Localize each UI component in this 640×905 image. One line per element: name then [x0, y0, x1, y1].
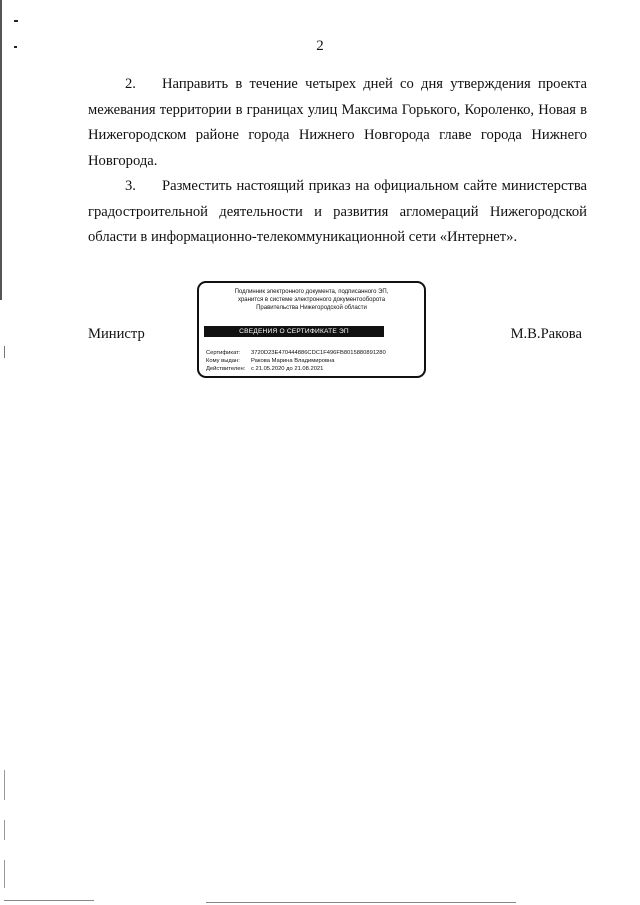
scan-edge-line	[4, 900, 94, 901]
stamp-banner: СВЕДЕНИЯ О СЕРТИФИКАТЕ ЭП	[204, 326, 384, 337]
stamp-details	[206, 349, 386, 373]
scan-edge-line	[206, 902, 516, 903]
valid-row	[206, 365, 386, 373]
stamp-header-line: Подлинник электронного документа, подписанного ЭП,	[234, 289, 389, 295]
issued-to-label: Кому выдан:	[206, 358, 240, 364]
valid-label: Действителен:	[206, 366, 246, 372]
scan-edge-line	[4, 860, 5, 888]
issued-to-value: Ракова Марина Владимировна	[251, 358, 335, 364]
stamp-header	[205, 288, 418, 312]
scan-artifact	[14, 46, 17, 48]
paragraph-number: 2.	[125, 76, 136, 92]
paragraph-2	[88, 72, 587, 174]
paragraph-number: 3.	[125, 178, 136, 194]
certificate-row	[206, 349, 386, 357]
paragraph-3	[88, 174, 587, 251]
scan-artifact	[4, 346, 5, 358]
stamp-header-line: хранится в системе электронного документооборота	[237, 297, 386, 303]
signatory-name: М.В.Ракова	[510, 326, 582, 342]
paragraph-text: Разместить настоящий приказ на официальном сайте министерства градостроительной деятельности и развития агломераций Нижегородской области в информационно-телекоммуникационной сети «Интернет».	[88, 178, 587, 245]
stamp-header-line: Правительства Нижегородской области	[256, 305, 367, 311]
certificate-value: 3720D23E470444886CDC1F496FB8015880891280	[251, 350, 386, 356]
valid-value: с 21.05.2020 до 21.08.2021	[251, 366, 324, 372]
scan-edge-line	[0, 0, 2, 300]
scan-edge-line	[4, 770, 5, 800]
scan-edge-line	[4, 820, 5, 840]
page-number: 2	[316, 38, 324, 54]
scan-artifact	[14, 20, 18, 22]
signatory-title: Министр	[88, 326, 145, 342]
certificate-label: Сертификат:	[206, 350, 241, 356]
electronic-signature-stamp	[197, 281, 426, 378]
paragraph-text: Направить в течение четырех дней со дня утверждения проекта межевания территории в границах улиц Максима Горького, Короленко, Новая в Нижегородском районе города Нижнего Новгорода главе города Нижнего Новгорода.	[88, 76, 587, 169]
issued-to-row	[206, 357, 386, 365]
